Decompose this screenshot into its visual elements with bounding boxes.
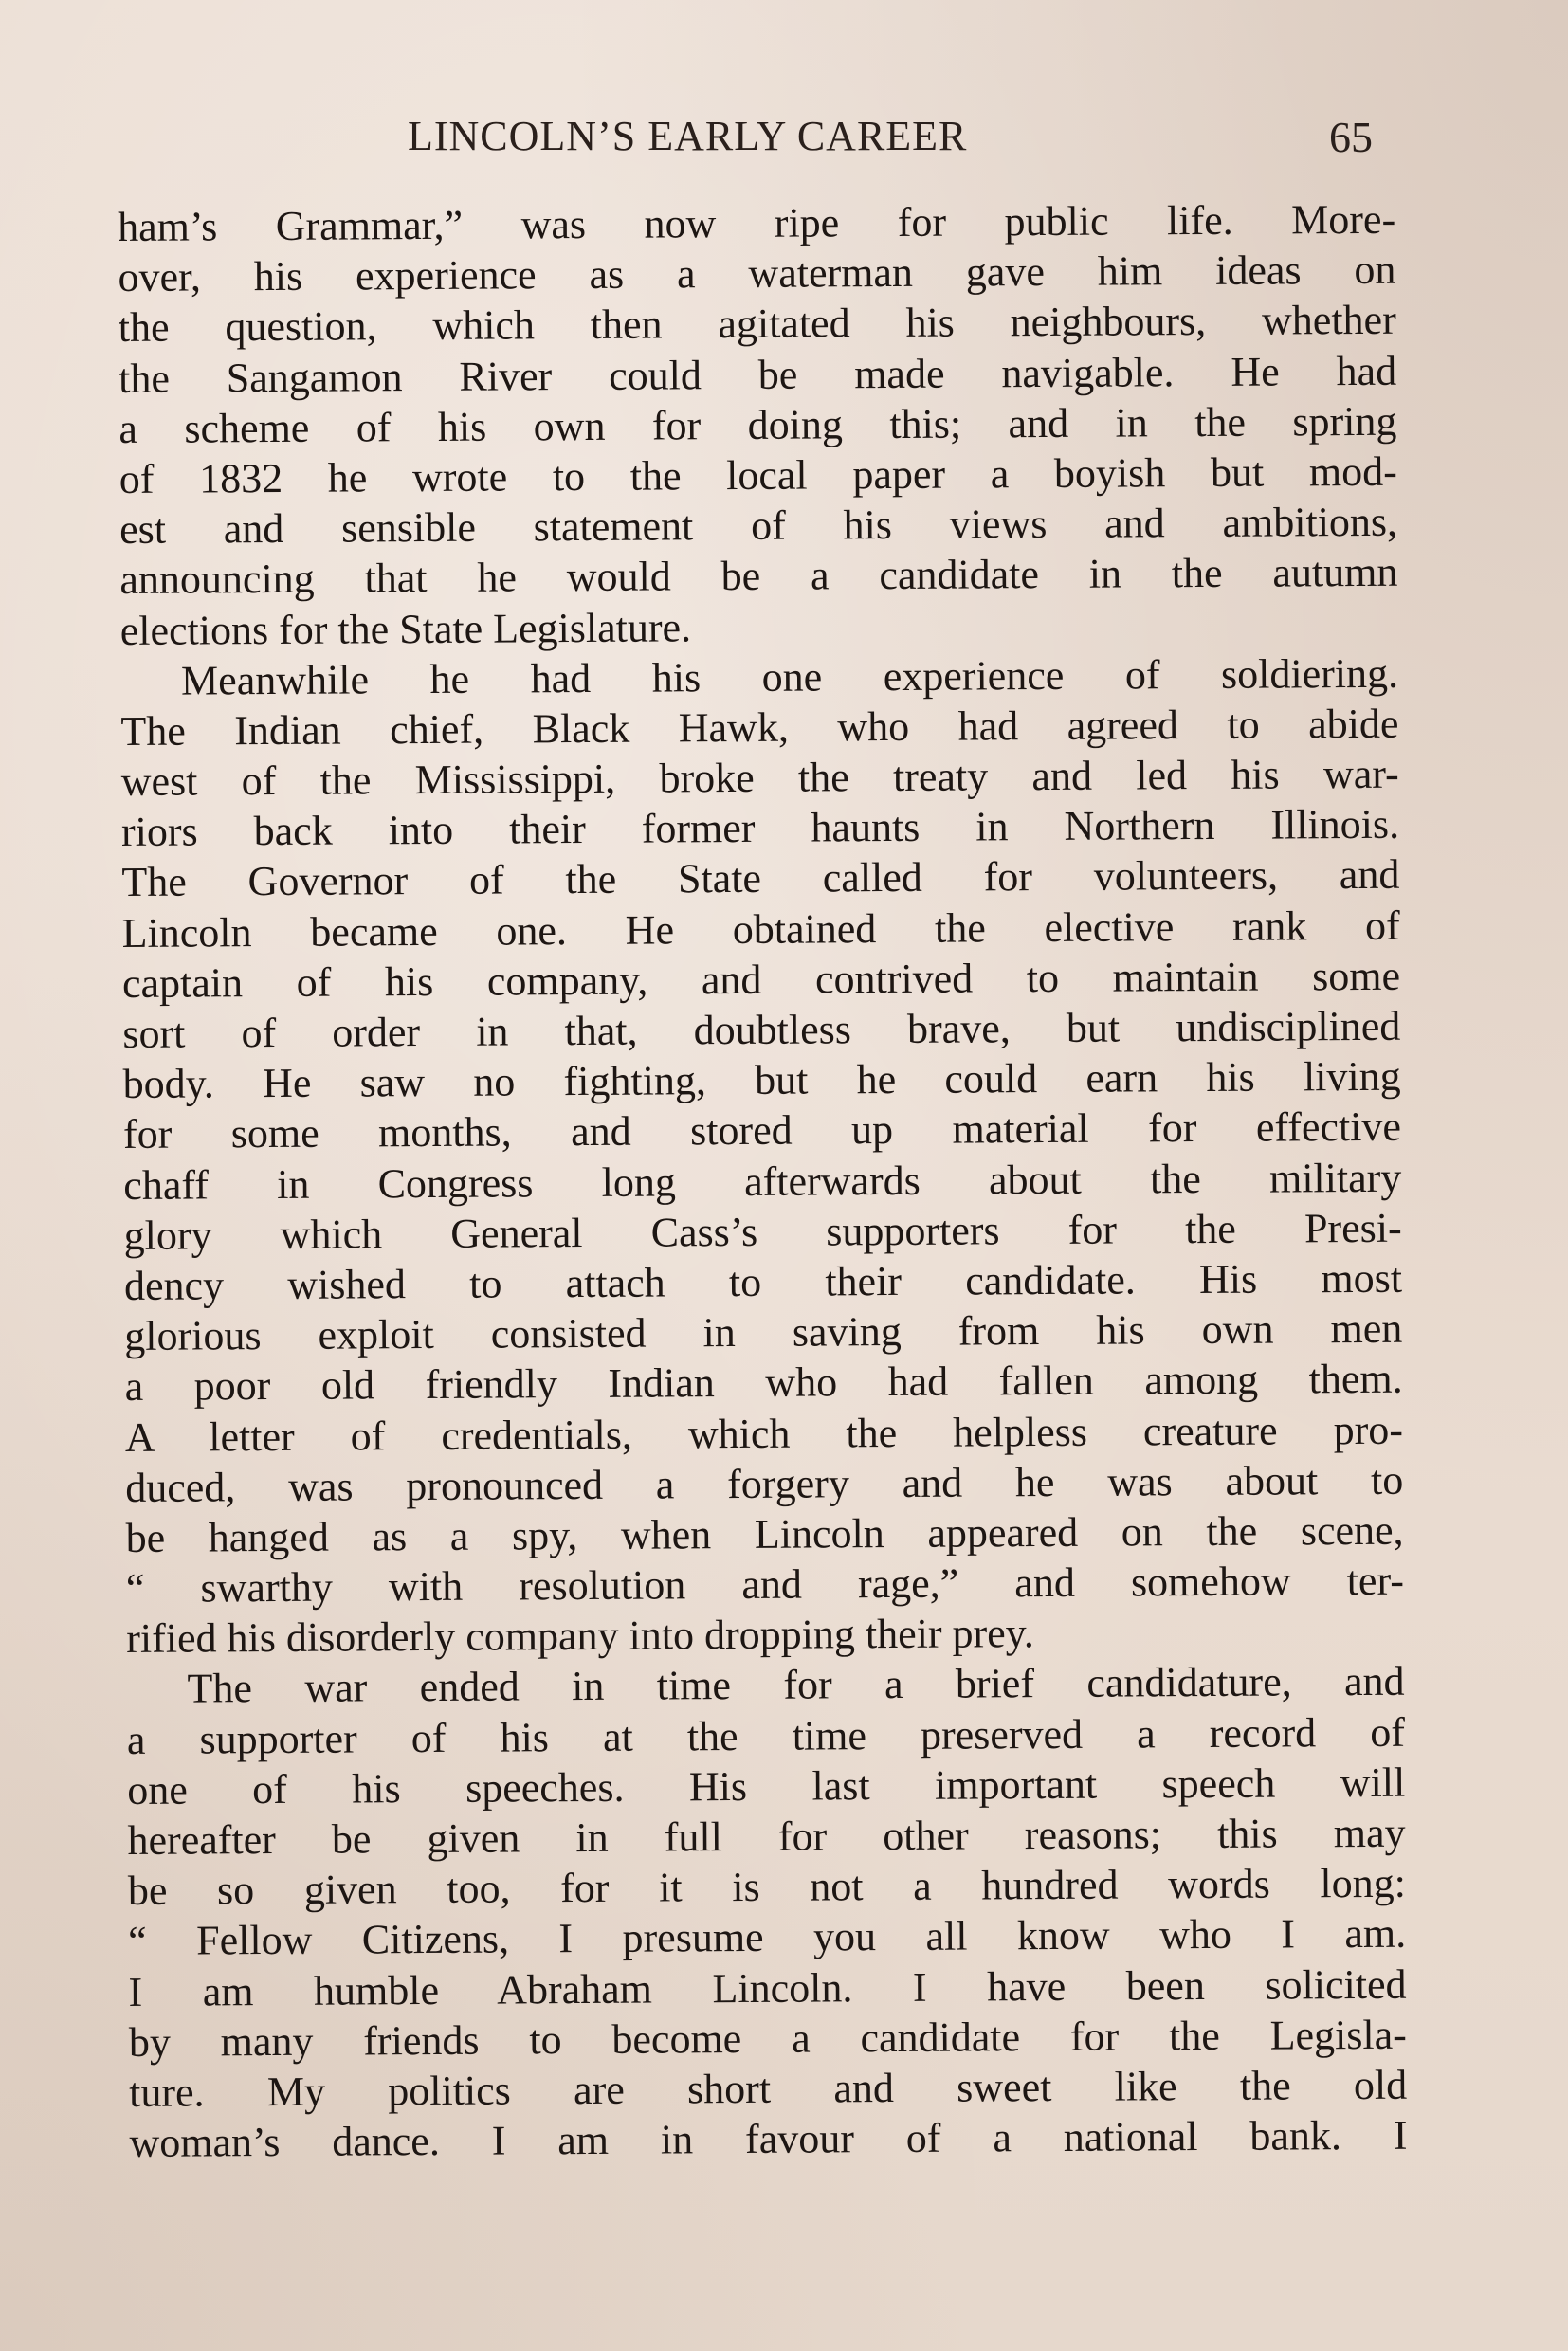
text-line: I am humble Abraham Lincoln. I have been solicited (128, 1960, 1407, 2015)
text-line: a supporter of his at the time preserved a record of (126, 1708, 1406, 1763)
text-line: one of his speeches. His last important speech will (127, 1759, 1406, 1813)
text-line: a scheme of his own for doing this; and in the spring (119, 397, 1397, 452)
text-line: riors back into their former haunts in Northern Illinois. (120, 801, 1400, 856)
text-line: be hanged as a spy, when Lincoln appeared on the scene, (125, 1506, 1404, 1561)
text-line: “ swarthy with resolution and rage,” and somehow ter- (125, 1557, 1405, 1613)
text-line: est and sensible statement of his views and ambitions, (119, 498, 1398, 554)
text-line: captain of his company, and contrived to maintain some (121, 952, 1401, 1007)
text-line: glorious exploit consisted in saving from his own men (124, 1304, 1403, 1360)
text-line: dency wished to attach to their candidate. His most (123, 1254, 1403, 1309)
paragraph-start-line: The war ended in time for a brief candidature, and (187, 1658, 1405, 1713)
text-line: west of the Mississippi, broke the treaty and led his war- (120, 750, 1399, 806)
text-line: elections for the State Legislature. (119, 603, 692, 654)
text-line: ture. My politics are short and sweet like the old (129, 2061, 1408, 2116)
text-line: the question, which then agitated his neighbours, whether (118, 297, 1396, 352)
text-line: Lincoln became one. He obtained the elective rank of (121, 902, 1400, 957)
text-line: be so given too, for it is not a hundred words long: (127, 1859, 1407, 1915)
text-line: The Governor of the State called for volunteers, and (121, 851, 1400, 906)
text-line: duced, was pronounced a forgery and he was about to (125, 1456, 1404, 1511)
text-line: a poor old friendly Indian who had fallen among them. (124, 1356, 1403, 1411)
text-line: of 1832 he wrote to the local paper a boyish but mod- (119, 447, 1397, 502)
text-line: “ Fellow Citizens, I presume you all know who I am. (128, 1910, 1407, 1965)
text-line: ham’s Grammar,” was now ripe for public life. More- (118, 195, 1396, 250)
text-line: hereafter be given in full for other reasons; this may (127, 1809, 1406, 1864)
text-line: woman’s dance. I am in favour of a national bank. I (129, 2111, 1408, 2167)
text-line: body. He saw no fighting, but he could earn his living (122, 1052, 1401, 1108)
running-title: LINCOLN’S EARLY CAREER (408, 113, 968, 159)
text-line: rified his disorderly company into dropping their prey. (126, 1610, 1035, 1663)
text-line: chaff in Congress long afterwards about the military (123, 1154, 1402, 1209)
text-line: announcing that he would be a candidate in the autumn (119, 549, 1398, 604)
text-line: The Indian chief, Black Hawk, who had agreed to abide (120, 700, 1399, 755)
text-line: over, his experience as a waterman gave him ideas on (118, 246, 1396, 301)
running-head (0, 112, 1568, 169)
body-text (118, 194, 1408, 2169)
text-line: sort of order in that, doubtless brave, but undisciplined (122, 1002, 1401, 1057)
text-line: by many friends to become a candidate for the Legisla- (128, 2011, 1407, 2066)
text-line: A letter of credentials, which the helpless creature pro- (124, 1406, 1404, 1461)
text-line: glory which General Cass’s supporters for the Presi- (123, 1204, 1402, 1259)
text-line: the Sangamon River could be made navigable. He had (118, 347, 1397, 402)
text-line: for some months, and stored up material for effective (122, 1103, 1402, 1158)
paragraph-start-line: Meanwhile he had his one experience of soldiering. (180, 649, 1399, 704)
page-number: 65 (1329, 113, 1373, 161)
